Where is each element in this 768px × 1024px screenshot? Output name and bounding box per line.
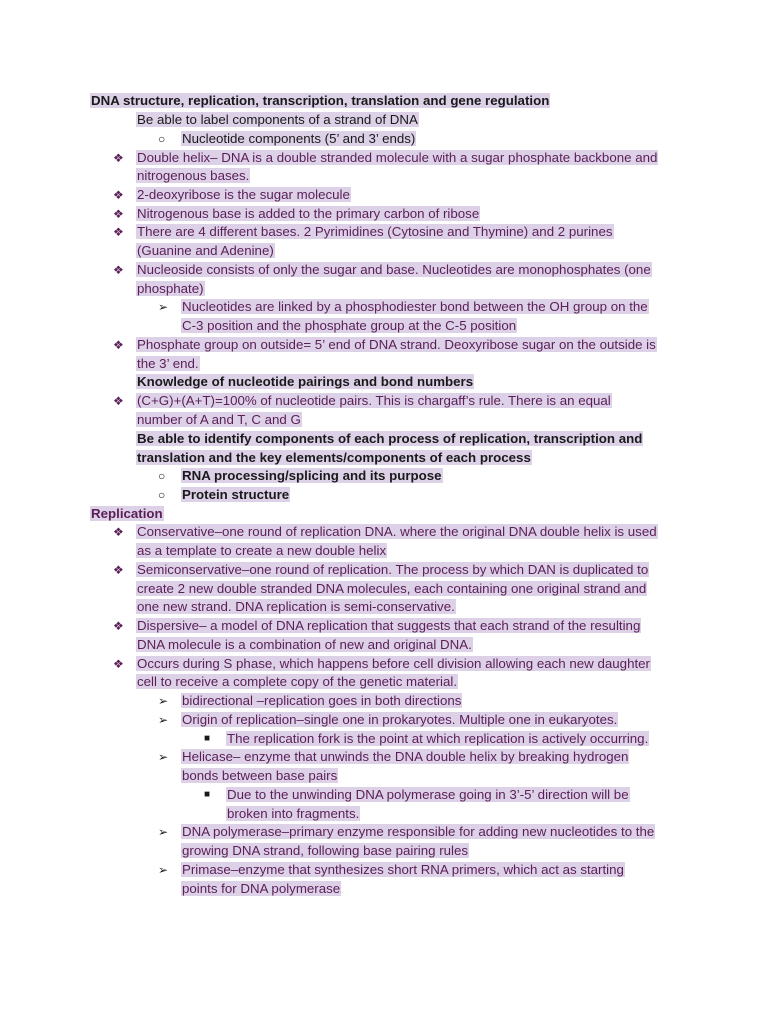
text-line: DNA molecule is a combination of new and original DNA. (137, 637, 472, 652)
text-line: Due to the unwinding DNA polymerase going in 3’-5’ direction will be (227, 787, 629, 802)
text-line: the 3’ end. (137, 356, 199, 371)
text-line: Be able to label components of a strand of DNA (137, 112, 418, 127)
diamond-bullet-icon: ❖ (113, 151, 124, 165)
text-line: C-3 position and the phosphate group at the C-5 position (182, 318, 517, 333)
text-line: Double helix– DNA is a double stranded molecule with a sugar phosphate backbone and (137, 150, 658, 165)
text-line: Conservative–one round of replication DNA. where the original DNA double helix is used (137, 524, 657, 539)
text-line: number of A and T, C and G (137, 412, 301, 427)
text-line: one new strand. DNA replication is semi-conservative. (137, 599, 455, 614)
circle-bullet-icon: ○ (158, 132, 166, 146)
text-line: The replication fork is the point at which replication is actively occurring. (227, 731, 649, 746)
arrow-bullet-icon: ➢ (158, 694, 169, 708)
text-line: growing DNA strand, following base pairing rules (182, 843, 469, 858)
text-line: 2-deoxyribose is the sugar molecule (137, 187, 350, 202)
square-bullet-icon: ■ (204, 789, 211, 800)
diamond-bullet-icon: ❖ (113, 563, 124, 577)
text-line: Nucleotides are linked by a phosphodiester bond between the OH group on the (182, 299, 648, 314)
circle-bullet-icon: ○ (158, 488, 166, 502)
circle-bullet-icon: ○ (158, 469, 166, 483)
section-heading: Protein structure (182, 487, 290, 502)
text-line: Origin of replication–single one in prokaryotes. Multiple one in eukaryotes. (182, 712, 618, 727)
doc-title: DNA structure, replication, transcription, translation and gene regulation (91, 93, 550, 108)
text-line: (C+G)+(A+T)=100% of nucleotide pairs. This is chargaff’s rule. There is an equal (137, 393, 611, 408)
arrow-bullet-icon: ➢ (158, 863, 169, 877)
text-line: as a template to create a new double helix (137, 543, 387, 558)
arrow-bullet-icon: ➢ (158, 713, 169, 727)
text-line: Primase–enzyme that synthesizes short RNA primers, which act as starting (182, 862, 624, 877)
section-heading: translation and the key elements/components of each process (137, 450, 531, 465)
text-line: points for DNA polymerase (182, 881, 341, 896)
text-line: nitrogenous bases. (137, 168, 250, 183)
diamond-bullet-icon: ❖ (113, 188, 124, 202)
text-line: bonds between base pairs (182, 768, 338, 783)
diamond-bullet-icon: ❖ (113, 338, 124, 352)
text-line: create 2 new double stranded DNA molecules, each containing one original strand and (137, 581, 647, 596)
diamond-bullet-icon: ❖ (113, 263, 124, 277)
diamond-bullet-icon: ❖ (113, 225, 124, 239)
arrow-bullet-icon: ➢ (158, 300, 169, 314)
square-bullet-icon: ■ (204, 733, 211, 744)
text-line: Dispersive– a model of DNA replication that suggests that each strand of the resulting (137, 618, 641, 633)
section-heading: RNA processing/splicing and its purpose (182, 468, 442, 483)
diamond-bullet-icon: ❖ (113, 394, 124, 408)
text-line: Nitrogenous base is added to the primary carbon of ribose (137, 206, 480, 221)
arrow-bullet-icon: ➢ (158, 825, 169, 839)
text-line: Nucleotide components (5’ and 3’ ends) (182, 131, 416, 146)
text-line: There are 4 different bases. 2 Pyrimidines (Cytosine and Thymine) and 2 purines (137, 224, 613, 239)
section-heading: Be able to identify components of each process of replication, transcription and (137, 431, 643, 446)
diamond-bullet-icon: ❖ (113, 657, 124, 671)
text-line: bidirectional –replication goes in both directions (182, 693, 462, 708)
text-line: Semiconservative–one round of replication. The process by which DAN is duplicated to (137, 562, 649, 577)
text-line: Helicase– enzyme that unwinds the DNA double helix by breaking hydrogen (182, 749, 629, 764)
text-line: Occurs during S phase, which happens before cell division allowing each new daughter (137, 656, 650, 671)
arrow-bullet-icon: ➢ (158, 750, 169, 764)
text-line: phosphate) (137, 281, 204, 296)
section-heading: Knowledge of nucleotide pairings and bond numbers (137, 374, 474, 389)
text-line: broken into fragments. (227, 806, 360, 821)
text-line: cell to receive a complete copy of the genetic material. (137, 674, 458, 689)
text-line: Nucleoside consists of only the sugar and base. Nucleotides are monophosphates (one (137, 262, 651, 277)
text-line: Phosphate group on outside= 5’ end of DNA strand. Deoxyribose sugar on the outside is (137, 337, 656, 352)
diamond-bullet-icon: ❖ (113, 619, 124, 633)
section-title-replication: Replication (91, 506, 163, 521)
diamond-bullet-icon: ❖ (113, 207, 124, 221)
diamond-bullet-icon: ❖ (113, 525, 124, 539)
text-line: DNA polymerase–primary enzyme responsible for adding new nucleotides to the (182, 824, 655, 839)
text-line: (Guanine and Adenine) (137, 243, 274, 258)
